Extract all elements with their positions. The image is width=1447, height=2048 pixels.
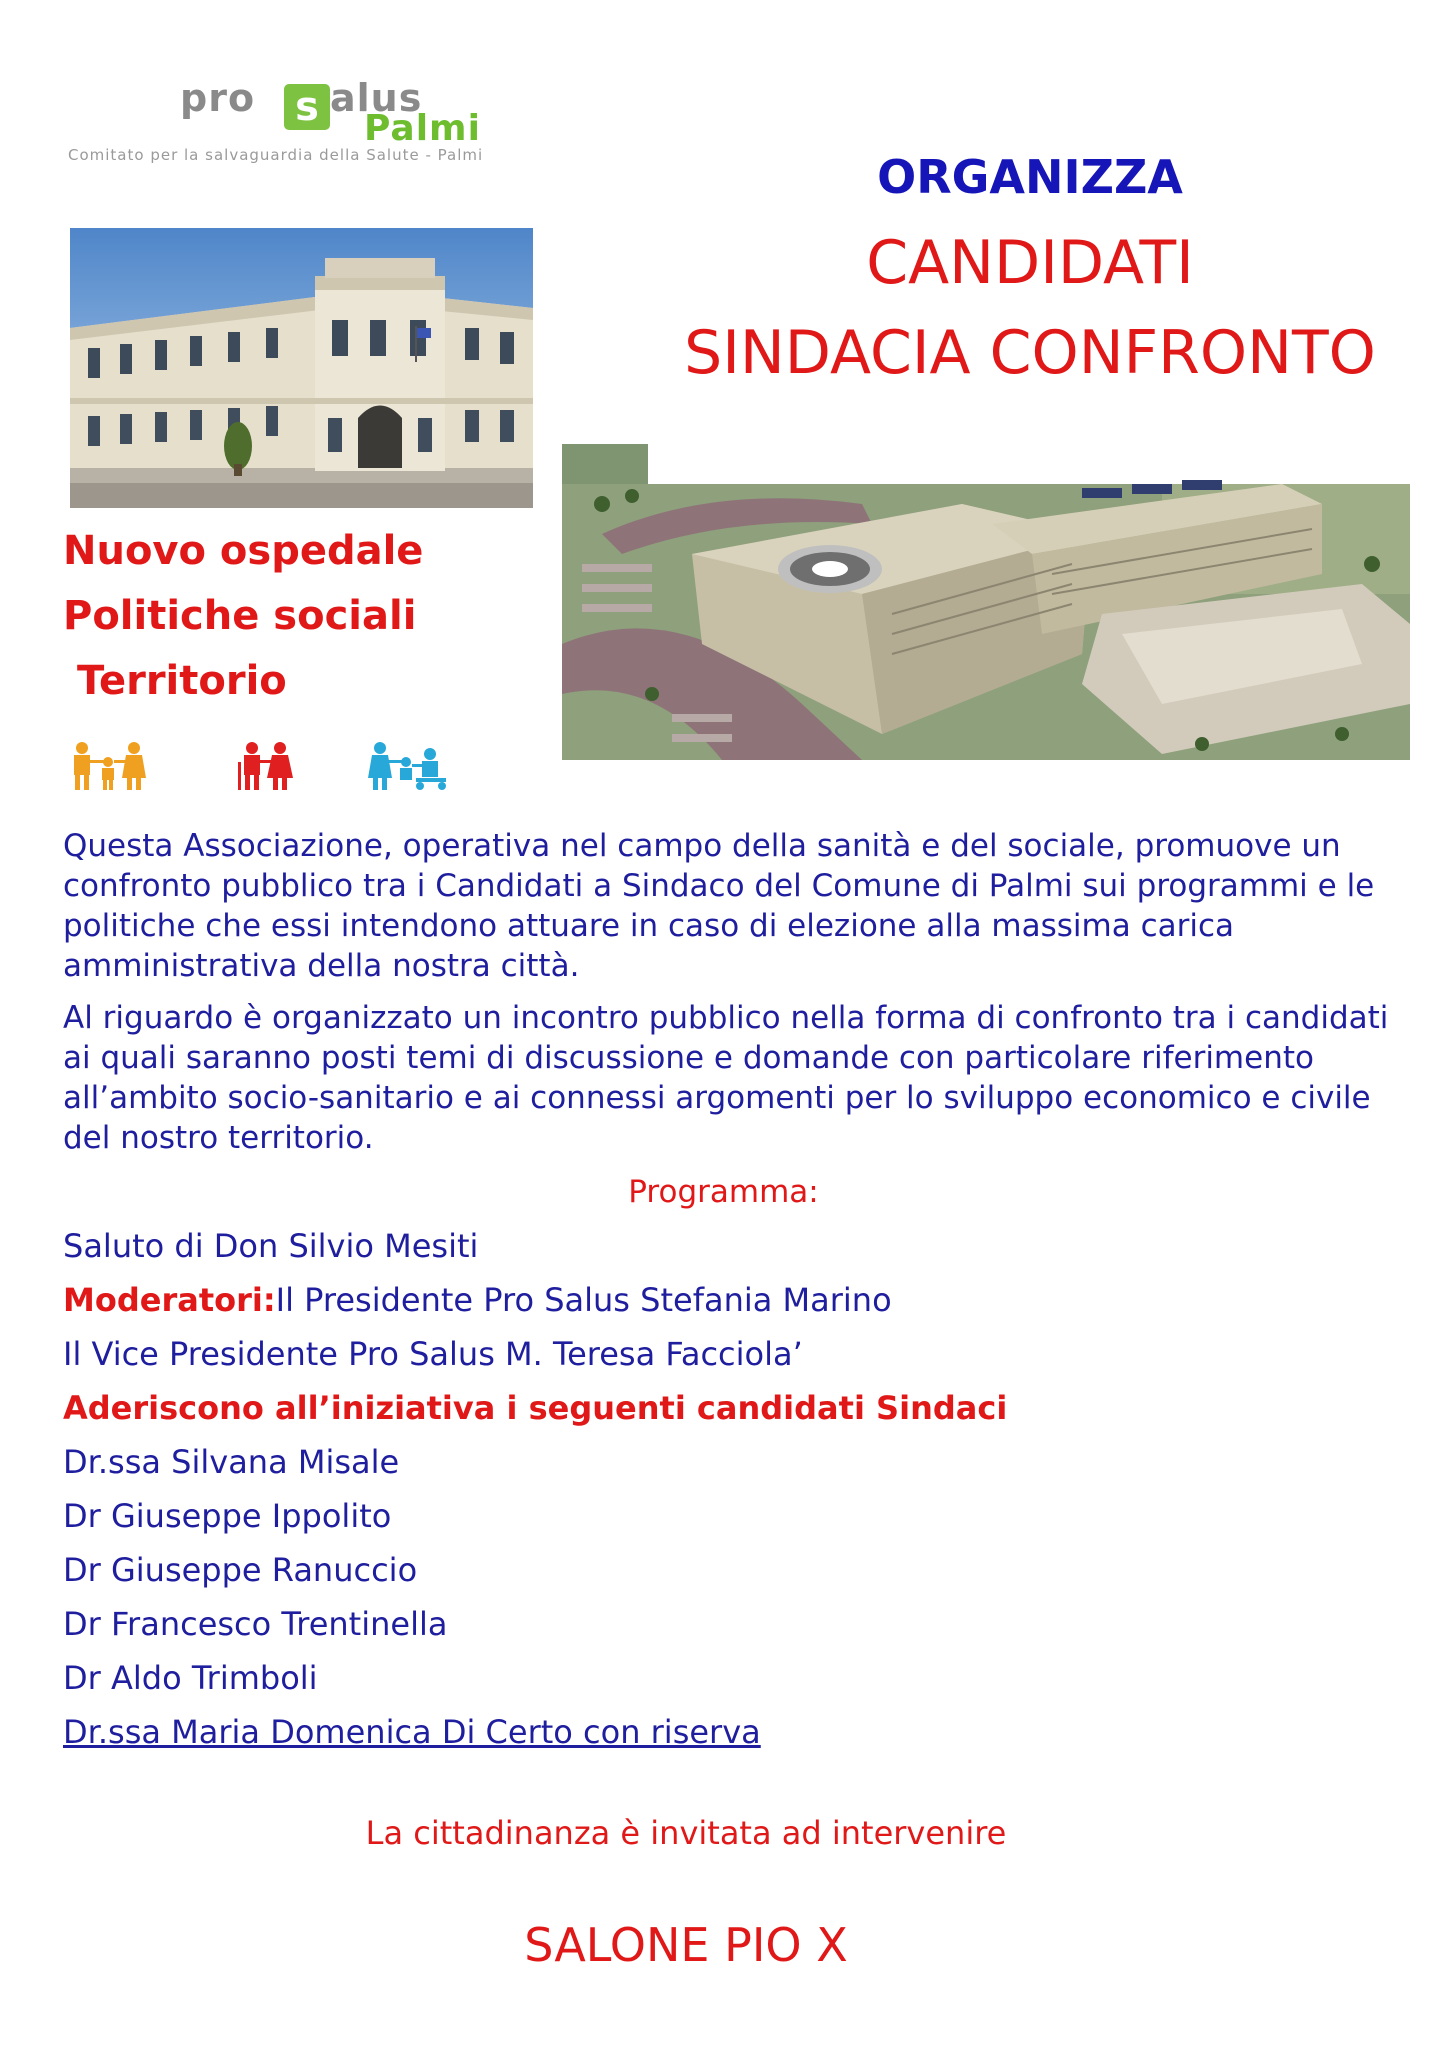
town-hall-photo — [70, 228, 533, 508]
intro-paragraph: Questa Associazione, operativa nel campo della sanità e del sociale, promuove un confronto pubblico tra i Candidati a Sindaco del Comune di Palmi sui programmi e le politiche che essi intendono attuare in caso di elezione alla massima carica amministrativa della nostra città. — [63, 828, 1375, 984]
event-paragraph: Al riguardo è organizzato un incontro pubblico nella forma di confronto tra i candidati ai quali saranno posti temi di discussione e domande con particolare riferimento all’ambito socio-sanitario e ai connessi argomenti per lo sviluppo economico e civile del nostro territorio. — [63, 1000, 1389, 1156]
logo-s-badge: s — [284, 84, 330, 130]
moderatore-1: Il Presidente Pro Salus Stefania Marino — [275, 1281, 892, 1319]
candidate-item: Dr.ssa Silvana Misale — [63, 1443, 400, 1481]
logo-salus-text: alus — [330, 76, 423, 120]
logo-tagline: Comitato per la salvaguardia della Salute - Palmi — [68, 146, 484, 164]
invitation-text: La cittadinanza è invitata ad intervenire — [365, 1814, 1007, 1852]
heading-sindacia-confronto: SINDACIA CONFRONTO — [684, 318, 1376, 388]
prosalus-logo — [68, 74, 648, 170]
family-cyan-icon — [368, 742, 446, 790]
moderatori-line — [63, 1281, 892, 1319]
moderatore-2: Il Vice Presidente Pro Salus M. Teresa Facciola’ — [63, 1335, 803, 1373]
family-icons — [68, 740, 468, 792]
topic-territorio: Territorio — [77, 658, 287, 704]
topic-politiche-sociali: Politiche sociali — [63, 593, 417, 639]
candidate-item: Dr Francesco Trentinella — [63, 1605, 448, 1643]
heading-candidati: CANDIDATI — [866, 228, 1194, 298]
saluto-line: Saluto di Don Silvio Mesiti — [63, 1227, 479, 1265]
moderatori-label: Moderatori: — [63, 1281, 276, 1319]
logo-palmi-text: Palmi — [364, 108, 481, 149]
candidate-item: Dr Giuseppe Ippolito — [63, 1497, 392, 1535]
programma-title: Programma: — [628, 1174, 819, 1210]
venue-text: SALONE PIO X — [524, 1918, 848, 1972]
new-hospital-render — [562, 444, 1410, 760]
logo-pro-text: pro — [180, 76, 256, 120]
topic-nuovo-ospedale: Nuovo ospedale — [63, 528, 424, 574]
family-orange-icon — [74, 742, 146, 790]
aderiscono-heading: Aderiscono all’iniziativa i seguenti candidati Sindaci — [63, 1389, 1008, 1427]
heading-organizza: ORGANIZZA — [877, 150, 1183, 204]
candidate-item: Dr Giuseppe Ranuccio — [63, 1551, 418, 1589]
family-red-icon — [238, 742, 293, 790]
candidate-item: Dr Aldo Trimboli — [63, 1659, 318, 1697]
candidate-item-with-reserve: Dr.ssa Maria Domenica Di Certo con riserva — [63, 1713, 761, 1751]
